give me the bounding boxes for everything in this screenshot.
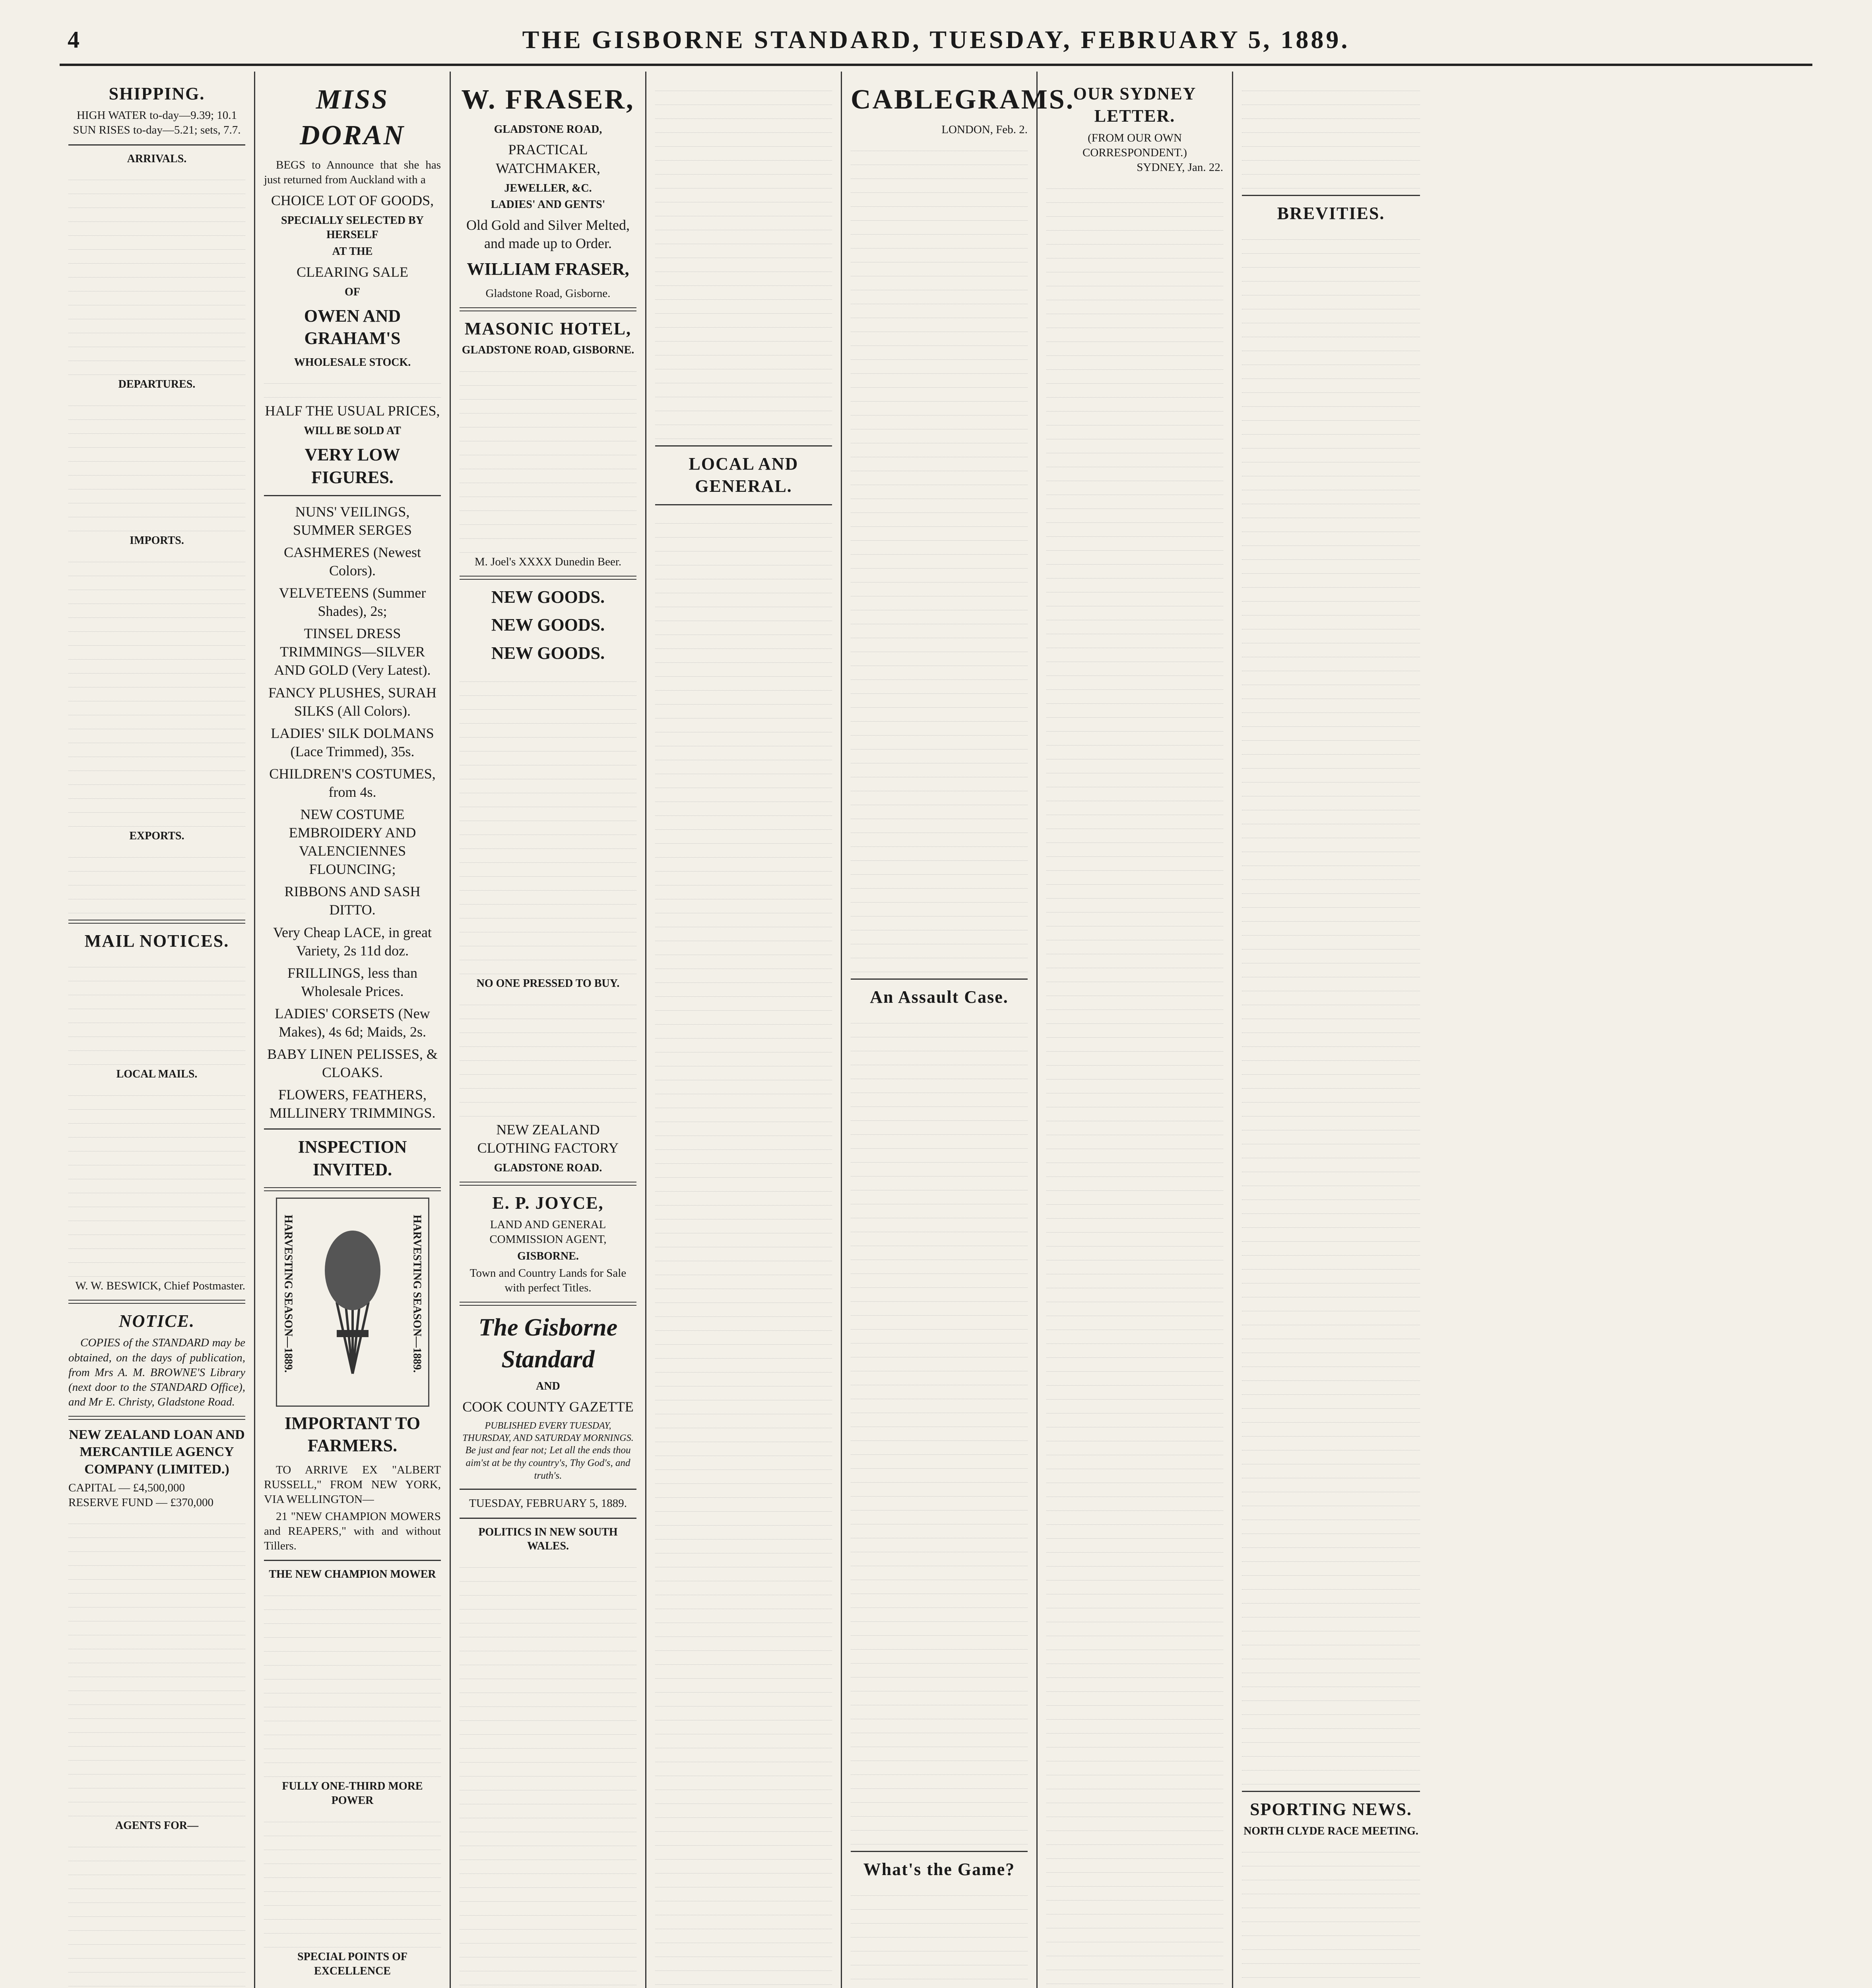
- practical-watchmaker: PRACTICAL WATCHMAKER,: [495, 142, 600, 176]
- item-children-costumes: CHILDREN'S COSTUMES, from 4s.: [269, 765, 436, 800]
- politics-text: [460, 1556, 636, 1988]
- joel-beer: M. Joel's XXXX Dunedin Beer.: [474, 555, 622, 568]
- new-goods-1: NEW GOODS.: [491, 587, 605, 607]
- harvest-illustration: [276, 1198, 429, 1407]
- editorial-continued: [655, 79, 832, 439]
- sydney-dateline: SYDNEY, Jan. 22.: [1137, 161, 1223, 174]
- nz-loan-heading: NEW ZEALAND LOAN AND MERCANTILE AGENCY COMPANY (LIMITED.): [69, 1427, 245, 1477]
- exports-heading: EXPORTS.: [129, 830, 184, 843]
- departures-text: [68, 394, 245, 531]
- item-ribbons: RIBBONS AND SASH DITTO.: [284, 883, 421, 918]
- and-label: AND: [536, 1380, 560, 1393]
- item-lace: Very Cheap LACE, in great Variety, 2s 11d doz.: [273, 924, 432, 959]
- sydney-letter-continued: [1242, 79, 1420, 188]
- item-plushes: FANCY PLUSHES, SURAH SILKS (All Colors).: [268, 684, 437, 719]
- item-frillings: FRILLINGS, less than Wholesale Prices.: [287, 965, 417, 999]
- miss-doran-intro: BEGS to Announce that she has just returned from Auckland with a: [264, 159, 441, 186]
- exports-text: [68, 846, 245, 913]
- whats-the-game-heading: What's the Game?: [863, 1860, 1015, 1879]
- whats-the-game-text: [851, 1884, 1028, 1988]
- sydney-letter-text: [1046, 177, 1223, 1988]
- agents-heading: AGENTS FOR—: [115, 1819, 199, 1832]
- columns: [60, 72, 1812, 1988]
- departures-heading: DEPARTURES.: [118, 378, 196, 391]
- item-dolmans: LADIES' SILK DOLMANS (Lace Trimmed), 35s.: [271, 725, 434, 759]
- town-lands: Town and Country Lands for Sale with perfect Titles.: [469, 1267, 627, 1295]
- item-velveteens: VELVETEENS (Summer Shades), 2s;: [279, 585, 426, 619]
- column-editorial: [646, 72, 842, 1988]
- column-cablegrams: [842, 72, 1075, 1988]
- new-champion-mower: THE NEW CHAMPION MOWER: [269, 1568, 436, 1581]
- notice-text: COPIES of the STANDARD may be obtained, on the days of publication, from Mrs A. M. BROWNE'S Library (next door to the STANDARD Office), and Mr E. Christy, Gladstone Road.: [68, 1336, 245, 1408]
- harvest-label-right: HARVESTING SEASON—1889.: [411, 1214, 423, 1373]
- new-goods-text: [460, 670, 636, 974]
- factory-text: [460, 993, 636, 1116]
- half-price: HALF THE USUAL PRICES,: [265, 403, 440, 419]
- notice-heading: NOTICE.: [118, 1311, 195, 1331]
- item-cashmeres: CASHMERES (Newest Colors).: [283, 544, 421, 579]
- brevities-heading: BREVITIES.: [1277, 204, 1385, 223]
- column-sydney-letter: [1038, 72, 1233, 1988]
- shipping-heading: SHIPPING.: [109, 84, 205, 103]
- politics-heading: POLITICS IN NEW SOUTH WALES.: [478, 1526, 618, 1553]
- north-clyde-heading: NORTH CLYDE RACE MEETING.: [1243, 1825, 1418, 1837]
- masthead-title: THE GISBORNE STANDARD, TUESDAY, FEBRUARY 5, 1889.: [522, 25, 1350, 54]
- fraser-address: GLADSTONE ROAD,: [494, 123, 602, 136]
- page-number: 4: [68, 26, 82, 53]
- cablegrams-text: [851, 139, 1028, 972]
- william-fraser-address: Gladstone Road, Gisborne.: [485, 287, 611, 300]
- special-points: SPECIAL POINTS OF EXCELLENCE: [297, 1950, 407, 1977]
- postmaster-signature: W. W. BESWICK, Chief Postmaster.: [75, 1279, 245, 1292]
- of-label: OF: [345, 286, 360, 299]
- item-corsets: LADIES' CORSETS (New Makes), 4s 6d; Maids, 2s.: [275, 1005, 430, 1040]
- clearing-sale: CLEARING SALE: [297, 264, 408, 280]
- sporting-text: [1242, 1840, 1420, 1988]
- no-one-pressed: NO ONE PRESSED TO BUY.: [476, 977, 620, 990]
- column-shipping: [60, 72, 255, 1988]
- reserve-fund: RESERVE FUND — £370,000: [68, 1496, 214, 1509]
- sporting-news-heading: SPORTING NEWS.: [1250, 1800, 1412, 1819]
- owen-graham: OWEN AND GRAHAM'S: [304, 306, 401, 348]
- very-low-figures: VERY LOW FIGURES.: [305, 445, 400, 487]
- local-general-heading: LOCAL AND GENERAL.: [689, 454, 799, 496]
- sun-times: SUN RISES to-day—5.21; sets, 7.7.: [73, 124, 241, 137]
- assault-case-heading: An Assault Case.: [870, 987, 1009, 1007]
- motto: Be just and fear not; Let all the ends thou aim'st at be thy country's, Thy God's, and truth's.: [465, 1445, 631, 1481]
- column-miss-doran: [255, 72, 451, 1988]
- item-veilings: NUNS' VEILINGS, SUMMER SERGES: [293, 503, 412, 538]
- agents-text: [68, 1835, 245, 1988]
- masonic-hotel: MASONIC HOTEL,: [464, 318, 632, 338]
- power-text: [264, 1810, 441, 1947]
- published-days: PUBLISHED EVERY TUESDAY, THURSDAY, AND SATURDAY MORNINGS.: [462, 1421, 634, 1443]
- ep-joyce: E. P. JOYCE,: [492, 1193, 604, 1213]
- tides: HIGH WATER to-day—9.39; 10.1: [76, 109, 237, 122]
- clothing-address: GLADSTONE ROAD.: [494, 1161, 602, 1174]
- assault-case-text: [851, 1011, 1028, 1844]
- cook-county-gazette: COOK COUNTY GAZETTE: [462, 1398, 634, 1415]
- fraser-heading: W. FRASER,: [461, 84, 635, 115]
- item-tinsel: TINSEL DRESS TRIMMINGS—SILVER AND GOLD (Very Latest).: [274, 625, 431, 678]
- issue-date: TUESDAY, FEBRUARY 5, 1889.: [469, 1497, 627, 1510]
- selected-by-herself: SPECIALLY SELECTED BY HERSELF: [281, 214, 424, 241]
- masonic-text: [460, 360, 636, 553]
- imports-heading: IMPORTS.: [130, 534, 184, 547]
- inspection-invited: INSPECTION INVITED.: [298, 1137, 407, 1179]
- local-general-text: [655, 512, 832, 1988]
- cablegrams-heading: CABLEGRAMS.: [851, 84, 1075, 115]
- london-dateline: LONDON, Feb. 2.: [941, 123, 1028, 136]
- mower-text: [264, 1584, 441, 1777]
- clothing-factory: NEW ZEALAND CLOTHING FACTORY: [477, 1121, 619, 1156]
- nz-loan-text: [68, 1512, 245, 1816]
- arrive-ex: TO ARRIVE EX "ALBERT RUSSELL," FROM NEW YORK, VIA WELLINGTON—: [264, 1463, 441, 1506]
- capital: CAPITAL — £4,500,000: [68, 1481, 185, 1494]
- important-to-farmers: IMPORTANT TO FARMERS.: [284, 1413, 421, 1456]
- imports-text: [68, 550, 245, 827]
- points-text: [264, 1980, 441, 1988]
- correspondent: (FROM OUR OWN CORRESPONDENT.): [1082, 131, 1187, 159]
- item-embroidery: NEW COSTUME EMBROIDERY AND VALENCIENNES FLOUNCING;: [289, 806, 416, 878]
- harvest-label-left: HARVESTING SEASON—1889.: [282, 1214, 295, 1373]
- sydney-letter-heading: OUR SYDNEY LETTER.: [1073, 84, 1197, 126]
- masonic-address: GLADSTONE ROAD, GISBORNE.: [462, 344, 634, 357]
- column-advertisements: [451, 72, 646, 1988]
- column-brevities: [1233, 72, 1429, 1988]
- new-goods-3: NEW GOODS.: [491, 643, 605, 663]
- wholesale-stock: WHOLESALE STOCK.: [294, 356, 411, 369]
- miss-doran-heading: MISS DORAN: [299, 84, 405, 151]
- wheat-sheaf-icon: [305, 1223, 400, 1382]
- ladies-gents: LADIES' AND GENTS': [491, 198, 605, 211]
- choice-lot: CHOICE LOT OF GOODS,: [271, 192, 434, 209]
- will-be-sold: WILL BE SOLD AT: [304, 425, 401, 437]
- local-mails-text: [68, 1084, 245, 1277]
- land-agent: LAND AND GENERAL COMMISSION AGENT,: [489, 1218, 607, 1246]
- william-fraser: WILLIAM FRASER,: [467, 259, 629, 279]
- mail-notices-heading: MAIL NOTICES.: [84, 931, 229, 951]
- arrivals-text: [68, 168, 245, 375]
- masthead: [60, 16, 1812, 66]
- gisborne: GISBORNE.: [517, 1250, 579, 1263]
- jeweller: JEWELLER, &C.: [504, 182, 592, 194]
- mail-notices-text: [68, 955, 245, 1065]
- item-baby-linen: BABY LINEN PELISSES, & CLOAKS.: [267, 1046, 438, 1081]
- arrivals-heading: ARRIVALS.: [127, 152, 187, 165]
- champion-mowers: 21 "NEW CHAMPION MOWERS and REAPERS," with and without Tillers.: [264, 1510, 441, 1553]
- local-mails-heading: LOCAL MAILS.: [116, 1068, 198, 1081]
- one-third-power: FULLY ONE-THIRD MORE POWER: [282, 1780, 423, 1807]
- at-the: AT THE: [332, 245, 373, 258]
- goods-text: [264, 372, 441, 398]
- new-goods-2: NEW GOODS.: [491, 615, 605, 635]
- paper-title: The Gisborne Standard: [478, 1314, 618, 1373]
- old-gold: Old Gold and Silver Melted, and made up to Order.: [466, 217, 630, 252]
- brevities-text: [1242, 228, 1420, 1784]
- item-millinery: FLOWERS, FEATHERS, MILLINERY TRIMMINGS.: [269, 1087, 436, 1121]
